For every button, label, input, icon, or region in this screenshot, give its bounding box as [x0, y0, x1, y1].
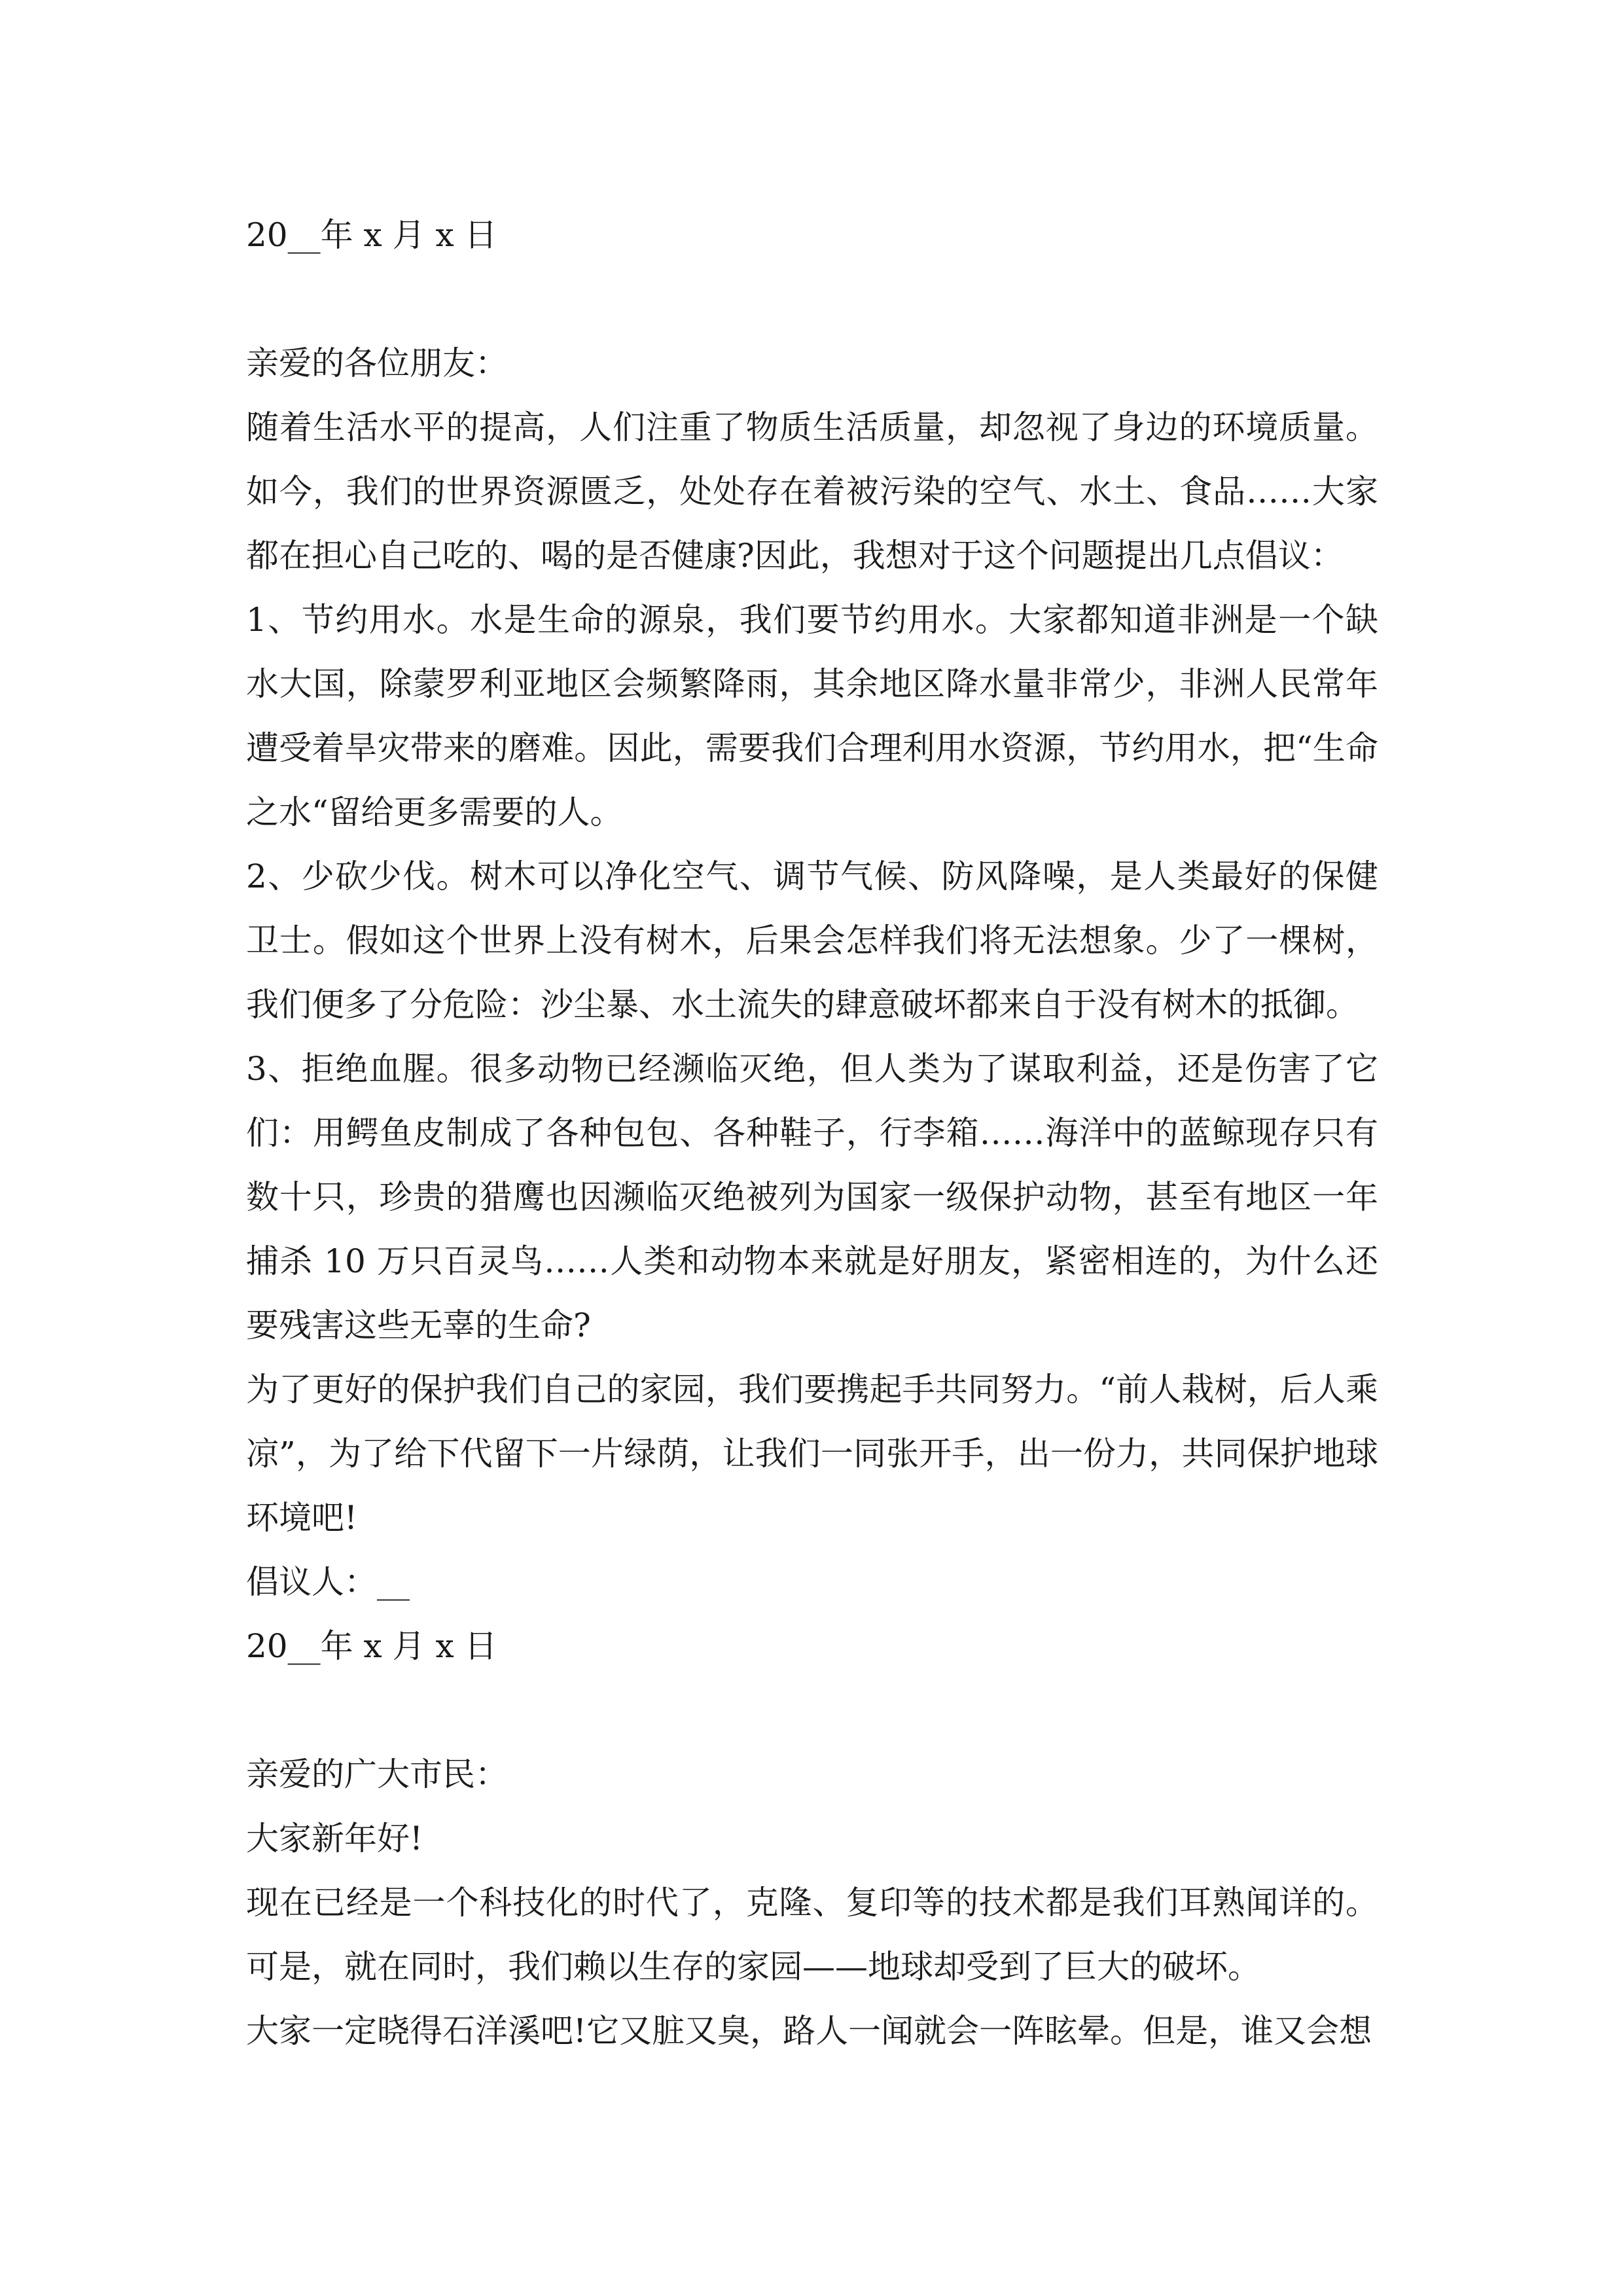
paragraph: 为了更好的保护我们自己的家园，我们要携起手共同努力。“前人栽树，后人乘凉”，为了给下代留下一片绿荫，让我们一同张开手，出一份力，共同保护地球环境吧! — [246, 1371, 1378, 1537]
paragraph: 现在已经是一个科技化的时代了，克隆、复印等的技术都是我们耳熟闻详的。可是，就在同时，我们赖以生存的家园——地球却受到了巨大的破坏。 — [246, 1884, 1378, 1986]
greeting-line: 大家新年好! — [246, 1820, 423, 1857]
salutation: 亲爱的广大市民： — [246, 1755, 508, 1793]
paragraph: 随着生活水平的提高，人们注重了物质生活质量，却忽视了身边的环境质量。如今，我们的世界资源匮乏，处处存在着被污染的空气、水土、食品……大家都在担心自己吃的、喝的是否健康?因此，我想对于这个问题提出几点倡议： — [246, 408, 1378, 575]
date-line: 20__年 x 月 x 日 — [246, 216, 497, 254]
paragraph: 1、节约用水。水是生命的源泉，我们要节约用水。大家都知道非洲是一个缺水大国，除蒙罗利亚地区会频繁降雨，其余地区降水量非常少，非洲人民常年遭受着旱灾带来的磨难。因此，需要我们合理利用水资源，节约用水，把“生命之水“留给更多需要的人。 — [246, 601, 1378, 831]
closing-date-line: 20__年 x 月 x 日 — [246, 1627, 497, 1665]
paragraph: 3、拒绝血腥。很多动物已经濒临灭绝，但人类为了谋取利益，还是伤害了它们：用鳄鱼皮制成了各种包包、各种鞋子，行李箱……海洋中的蓝鲸现存只有数十只，珍贵的猎鹰也因濒临灭绝被列为国家一级保护动物，甚至有地区一年捕杀 10 万只百灵鸟……人类和动物本来就是好朋友，紧密相连的，为什么还要残害这些无辜的生命? — [246, 1050, 1378, 1344]
paragraph: 2、少砍少伐。树木可以净化空气、调节气候、防风降噪，是人类最好的保健卫士。假如这个世界上没有树木，后果会怎样我们将无法想象。少了一棵树，我们便多了分危险：沙尘暴、水土流失的肆意破坏都来自于没有树木的抵御。 — [246, 857, 1378, 1024]
blank-line — [246, 1678, 1378, 1742]
blank-line — [246, 267, 1378, 331]
document-body — [246, 203, 1378, 2063]
paragraph: 大家一定晓得石洋溪吧!它又脏又臭，路人一闻就会一阵眩晕。但是，谁又会想 — [246, 2012, 1372, 2050]
signer-line: 倡议人：__ — [246, 1563, 410, 1601]
salutation: 亲爱的各位朋友： — [246, 344, 508, 382]
